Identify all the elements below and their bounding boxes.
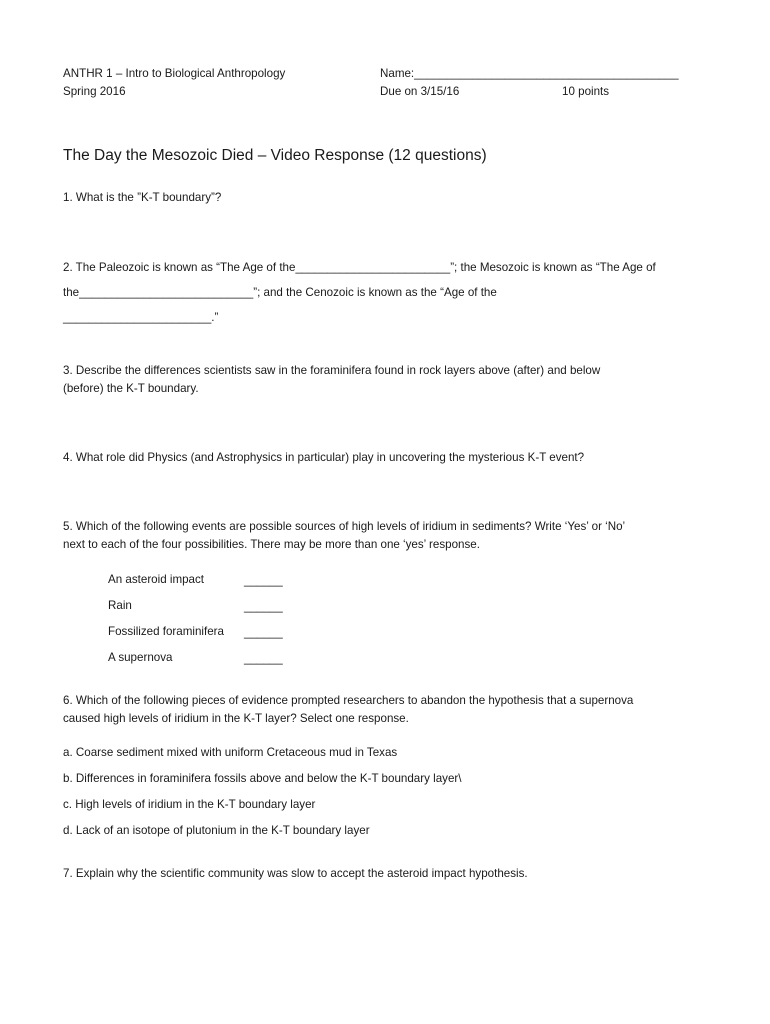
question-1: 1. What is the ”K-T boundary”? [63, 191, 222, 204]
q5-option-label: Rain [108, 599, 132, 612]
question-5-line-1: 5. Which of the following events are possible sources of high levels of iridium in sediments? Write ‘Yes’ or ‘No’ [63, 520, 626, 533]
question-2-line-1: 2. The Paleozoic is known as “The Age of the________________________”; the Mesozoic is known as “The Age of [63, 261, 656, 274]
q5-option-blank[interactable]: ______ [244, 574, 283, 587]
course-name: ANTHR 1 – Intro to Biological Anthropology [63, 67, 286, 80]
q5-option-label: Fossilized foraminifera [108, 625, 224, 638]
question-3-line-2: (before) the K-T boundary. [63, 382, 199, 395]
question-4: 4. What role did Physics (and Astrophysics in particular) play in uncovering the mysterious K-T event? [63, 451, 585, 464]
term: Spring 2016 [63, 85, 126, 98]
question-5-line-2: next to each of the four possibilities. There may be more than one ‘yes’ response. [63, 538, 480, 551]
q5-option-label: A supernova [108, 651, 173, 664]
q5-option-blank[interactable]: ______ [244, 600, 283, 613]
due-date: Due on 3/15/16 [380, 85, 460, 98]
q5-option-blank[interactable]: ______ [244, 652, 283, 665]
question-7: 7. Explain why the scientific community was slow to accept the asteroid impact hypothesis. [63, 867, 528, 880]
q6-option: d. Lack of an isotope of plutonium in the K-T boundary layer [63, 824, 370, 837]
points: 10 points [562, 85, 610, 98]
name-field: Name:_________________________________________ [380, 67, 679, 80]
q6-option: b. Differences in foraminifera fossils above and below the K-T boundary layer\ [63, 772, 462, 785]
question-2-line-2: the___________________________”; and the Cenozoic is known as the “Age of the [63, 286, 497, 299]
question-6-line-1: 6. Which of the following pieces of evidence prompted researchers to abandon the hypothesis that a supernova [63, 694, 634, 707]
q5-option-blank[interactable]: ______ [244, 626, 283, 639]
page-title: The Day the Mesozoic Died – Video Response (12 questions) [63, 147, 487, 164]
question-2-line-3: _______________________.” [63, 311, 219, 324]
question-3-line-1: 3. Describe the differences scientists saw in the foraminifera found in rock layers above (after) and below [63, 364, 601, 377]
q6-option: c. High levels of iridium in the K-T boundary layer [63, 798, 316, 811]
q5-option-label: An asteroid impact [108, 573, 205, 586]
q6-option: a. Coarse sediment mixed with uniform Cretaceous mud in Texas [63, 746, 398, 759]
question-6-line-2: caused high levels of iridium in the K-T layer? Select one response. [63, 712, 409, 725]
